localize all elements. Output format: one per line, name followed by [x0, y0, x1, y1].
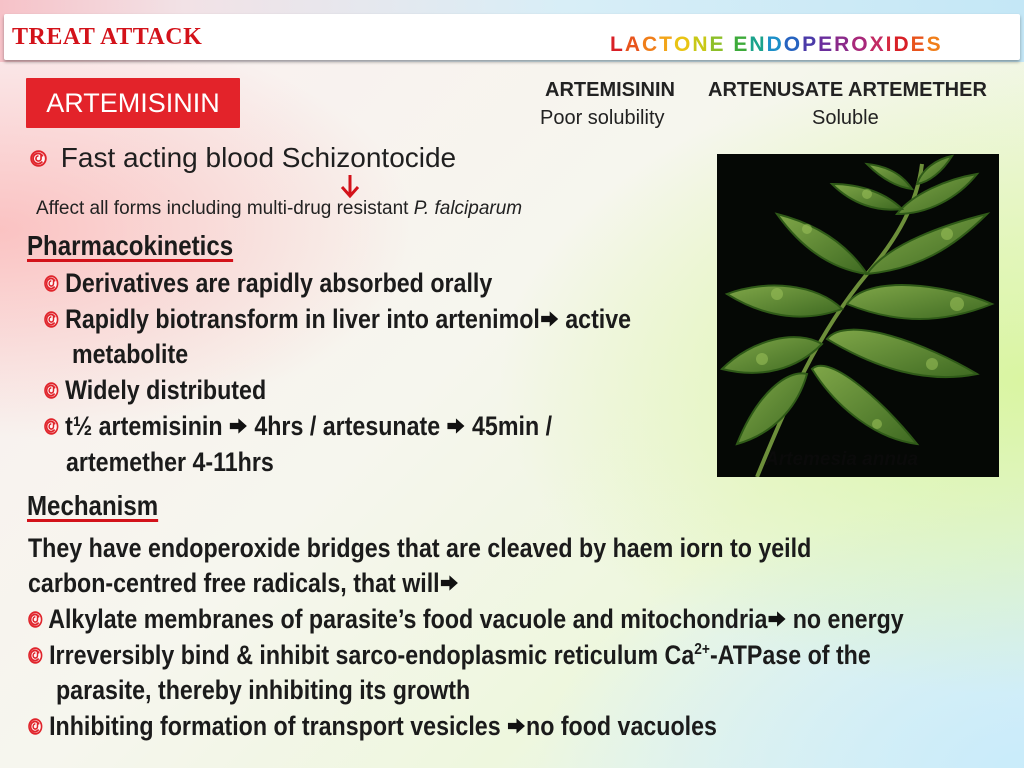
- intro-headline: [30, 142, 456, 174]
- para-text: carbon-centred free radicals, that will: [28, 568, 440, 598]
- list-item: [44, 268, 492, 299]
- treat-attack-title: TREAT ATTACK: [12, 24, 203, 50]
- list-item: [44, 375, 266, 406]
- mechanism-para-1: They have endoperoxide bridges that are cleaved by haem iorn to yeild: [28, 533, 812, 563]
- right-arrow-icon: [540, 310, 559, 328]
- compound-artenusate: ARTENUSATE: [708, 79, 844, 101]
- bullet-swirl-icon: [28, 611, 43, 628]
- mechanism-body: [28, 533, 1018, 763]
- pharmacokinetics-list: [44, 268, 724, 488]
- list-item: [44, 411, 552, 442]
- pharmacokinetics-heading: Pharmacokinetics: [27, 230, 234, 261]
- item-text-cont: -ATPase of the: [709, 640, 871, 670]
- lactone-endoperoxides-title: LACTONE ENDOPEROXIDES: [610, 33, 943, 56]
- headline-text: Fast acting blood Schizontocide: [60, 142, 457, 173]
- right-arrow-icon: [767, 610, 786, 628]
- effect-text: Affect all forms including multi-drug resistant: [36, 198, 414, 219]
- item-text: Widely distributed: [65, 375, 267, 405]
- fern-leaf-icon: [717, 154, 999, 477]
- right-arrow-icon: [447, 417, 466, 435]
- bullet-swirl-icon: [44, 418, 59, 435]
- solubility-poor: Poor solubility: [540, 107, 665, 129]
- item-text-cont: active: [558, 304, 632, 334]
- item-text-cont: no energy: [786, 604, 904, 634]
- list-item-continued: metabolite: [72, 339, 189, 369]
- compound-names-right: [708, 79, 987, 102]
- item-text-cont: 45min /: [465, 411, 553, 441]
- item-text: t½ artemisinin: [65, 411, 229, 441]
- bullet-swirl-icon: [44, 311, 59, 328]
- mechanism-heading: Mechanism: [27, 490, 159, 521]
- bullet-swirl-icon: [30, 150, 47, 167]
- compound-artemisinin: ARTEMISININ: [545, 79, 675, 101]
- bullet-swirl-icon: [28, 718, 43, 735]
- list-item-continued: parasite, thereby inhibiting its growth: [56, 675, 471, 705]
- item-text: Alkylate membranes of parasite’s food vacuole and mitochondria: [48, 604, 768, 634]
- item-text-cont: no food vacuoles: [526, 711, 717, 741]
- effect-species: P. falciparum: [413, 198, 523, 219]
- item-text-cont: 4hrs / artesunate: [247, 411, 447, 441]
- list-item: [28, 640, 871, 671]
- mechanism-para-2: [28, 568, 459, 599]
- photo-caption: Artemesia annua: [765, 449, 919, 470]
- compound-names: [545, 79, 675, 102]
- bullet-swirl-icon: [28, 647, 43, 664]
- artemisinin-badge: ARTEMISININ: [26, 78, 240, 128]
- list-item: [28, 604, 904, 635]
- compound-artemether: ARTEMETHER: [848, 79, 987, 101]
- artemisia-photo: [717, 154, 999, 477]
- item-text: Rapidly biotransform in liver into artenimol: [65, 304, 540, 334]
- superscript: 2+: [694, 641, 710, 658]
- right-arrow-icon: [440, 574, 459, 592]
- list-item: [44, 304, 631, 335]
- right-arrow-icon: [507, 717, 526, 735]
- solubility-soluble: Soluble: [812, 107, 879, 129]
- item-text: Inhibiting formation of transport vesicles: [49, 711, 508, 741]
- bullet-swirl-icon: [44, 275, 59, 292]
- effect-line: [36, 198, 522, 220]
- item-text: Derivatives are rapidly absorbed orally: [65, 268, 493, 298]
- right-arrow-icon: [229, 417, 248, 435]
- bullet-swirl-icon: [44, 382, 59, 399]
- list-item-continued: artemether 4-11hrs: [66, 447, 274, 477]
- list-item: [28, 711, 717, 742]
- item-text: Irreversibly bind & inhibit sarco-endoplasmic reticulum Ca: [49, 640, 695, 670]
